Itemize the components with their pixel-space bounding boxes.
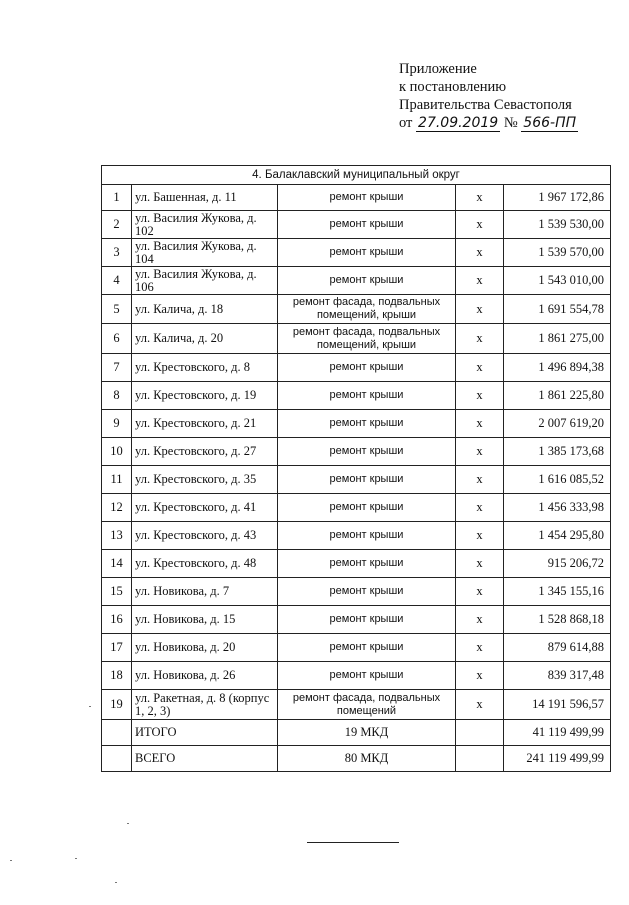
row-address: ул. Калича, д. 18 [132,295,278,324]
row-number: 16 [102,606,132,634]
row-mark: х [456,438,504,466]
row-amount: 1 496 894,38 [504,354,611,382]
table-row [102,295,611,324]
totals-empty [456,746,504,772]
row-mark: х [456,239,504,267]
row-number: 5 [102,295,132,324]
row-mark: х [456,185,504,211]
row-address: ул. Новикова, д. 20 [132,634,278,662]
row-work-type: ремонт крыши [278,606,456,634]
row-mark: х [456,466,504,494]
date-prefix: от [399,115,413,131]
row-address: ул. Калича, д. 20 [132,324,278,354]
appendix-subtitle: к постановлению [399,79,507,95]
table-row [102,466,611,494]
totals-label: ВСЕГО [132,746,278,772]
row-work-type: ремонт крыши [278,382,456,410]
row-address: ул. Новикова, д. 26 [132,662,278,690]
row-amount: 2 007 619,20 [504,410,611,438]
row-mark: х [456,634,504,662]
row-amount: 1 539 570,00 [504,239,611,267]
row-number: 19 [102,690,132,720]
row-amount: 1 861 275,00 [504,324,611,354]
appendix-date-line [399,114,578,132]
footer-divider [307,842,399,843]
row-work-type: ремонт крыши [278,410,456,438]
row-address: ул. Крестовского, д. 48 [132,550,278,578]
table-row [102,662,611,690]
totals-count: 80 МКД [278,746,456,772]
row-number: 17 [102,634,132,662]
row-address: ул. Новикова, д. 7 [132,578,278,606]
row-address: ул. Василия Жукова, д. 102 [132,211,278,239]
row-number: 9 [102,410,132,438]
handwritten-number: 566-ПП [523,115,577,131]
row-amount: 1 967 172,86 [504,185,611,211]
row-work-type: ремонт крыши [278,522,456,550]
row-amount: 839 317,48 [504,662,611,690]
handwritten-date: 27.09.2019 [418,115,499,131]
row-amount: 1 539 530,00 [504,211,611,239]
row-number: 4 [102,267,132,295]
table-row [102,606,611,634]
row-mark: х [456,382,504,410]
totals-label: ИТОГО [132,720,278,746]
row-address: ул. Крестовского, д. 43 [132,522,278,550]
row-address: ул. Крестовского, д. 19 [132,382,278,410]
scan-speck [127,823,129,824]
totals-empty [102,746,132,772]
row-number: 11 [102,466,132,494]
row-number: 7 [102,354,132,382]
row-work-type: ремонт крыши [278,494,456,522]
section-row [102,166,611,185]
buildings-table-body [102,166,611,772]
appendix-header [399,60,578,132]
table-row [102,690,611,720]
row-address: ул. Василия Жукова, д. 106 [132,267,278,295]
row-mark: х [456,662,504,690]
buildings-table [101,165,611,772]
row-mark: х [456,410,504,438]
totals-count: 19 МКД [278,720,456,746]
table-row [102,494,611,522]
totals-empty [102,720,132,746]
table-row [102,211,611,239]
number-prefix: № [503,115,518,131]
row-address: ул. Крестовского, д. 35 [132,466,278,494]
row-mark: х [456,606,504,634]
row-mark: х [456,550,504,578]
table-row [102,522,611,550]
row-work-type: ремонт крыши [278,185,456,211]
row-number: 2 [102,211,132,239]
row-amount: 1 345 155,16 [504,578,611,606]
row-work-type: ремонт фасада, подвальных помещений [278,690,456,720]
row-mark: х [456,324,504,354]
row-amount: 879 614,88 [504,634,611,662]
row-mark: х [456,211,504,239]
row-number: 8 [102,382,132,410]
totals-amount: 41 119 499,99 [504,720,611,746]
row-amount: 1 616 085,52 [504,466,611,494]
totals-row [102,720,611,746]
row-address: ул. Крестовского, д. 21 [132,410,278,438]
row-mark: х [456,578,504,606]
row-amount: 1 691 554,78 [504,295,611,324]
row-work-type: ремонт крыши [278,211,456,239]
row-mark: х [456,267,504,295]
row-work-type: ремонт фасада, подвальных помещений, крыши [278,324,456,354]
scan-speck [10,860,12,861]
totals-amount: 241 119 499,99 [504,746,611,772]
row-address: ул. Новикова, д. 15 [132,606,278,634]
row-number: 3 [102,239,132,267]
row-address: ул. Крестовского, д. 41 [132,494,278,522]
row-number: 10 [102,438,132,466]
row-number: 18 [102,662,132,690]
scan-speck [75,858,77,859]
row-number: 13 [102,522,132,550]
row-address: ул. Башенная, д. 11 [132,185,278,211]
table-row [102,438,611,466]
row-work-type: ремонт крыши [278,438,456,466]
row-address: ул. Крестовского, д. 8 [132,354,278,382]
table-row [102,550,611,578]
row-number: 6 [102,324,132,354]
row-address: ул. Василия Жукова, д. 104 [132,239,278,267]
table-row [102,578,611,606]
row-work-type: ремонт крыши [278,550,456,578]
table-row [102,267,611,295]
table-row [102,239,611,267]
appendix-issuer: Правительства Севастополя [399,97,572,113]
row-mark: х [456,494,504,522]
row-number: 14 [102,550,132,578]
row-number: 12 [102,494,132,522]
row-work-type: ремонт крыши [278,578,456,606]
appendix-title: Приложение [399,61,477,77]
row-amount: 14 191 596,57 [504,690,611,720]
row-amount: 1 543 010,00 [504,267,611,295]
row-amount: 1 385 173,68 [504,438,611,466]
row-mark: х [456,690,504,720]
row-work-type: ремонт крыши [278,267,456,295]
row-number: 1 [102,185,132,211]
row-address: ул. Ракетная, д. 8 (корпус 1, 2, 3) [132,690,278,720]
row-mark: х [456,295,504,324]
totals-empty [456,720,504,746]
row-mark: х [456,354,504,382]
table-row [102,634,611,662]
row-amount: 1 456 333,98 [504,494,611,522]
row-work-type: ремонт фасада, подвальных помещений, крыши [278,295,456,324]
row-work-type: ремонт крыши [278,239,456,267]
scan-speck [115,882,117,883]
row-amount: 1 861 225,80 [504,382,611,410]
row-address: ул. Крестовского, д. 27 [132,438,278,466]
row-amount: 915 206,72 [504,550,611,578]
row-amount: 1 454 295,80 [504,522,611,550]
scan-speck [89,706,91,707]
table-row [102,382,611,410]
section-title: 4. Балаклавский муниципальный округ [102,166,611,185]
table-row [102,410,611,438]
totals-row [102,746,611,772]
row-work-type: ремонт крыши [278,634,456,662]
row-work-type: ремонт крыши [278,662,456,690]
table-row [102,185,611,211]
row-amount: 1 528 868,18 [504,606,611,634]
row-work-type: ремонт крыши [278,354,456,382]
row-number: 15 [102,578,132,606]
table-row [102,354,611,382]
row-mark: х [456,522,504,550]
table-row [102,324,611,354]
row-work-type: ремонт крыши [278,466,456,494]
